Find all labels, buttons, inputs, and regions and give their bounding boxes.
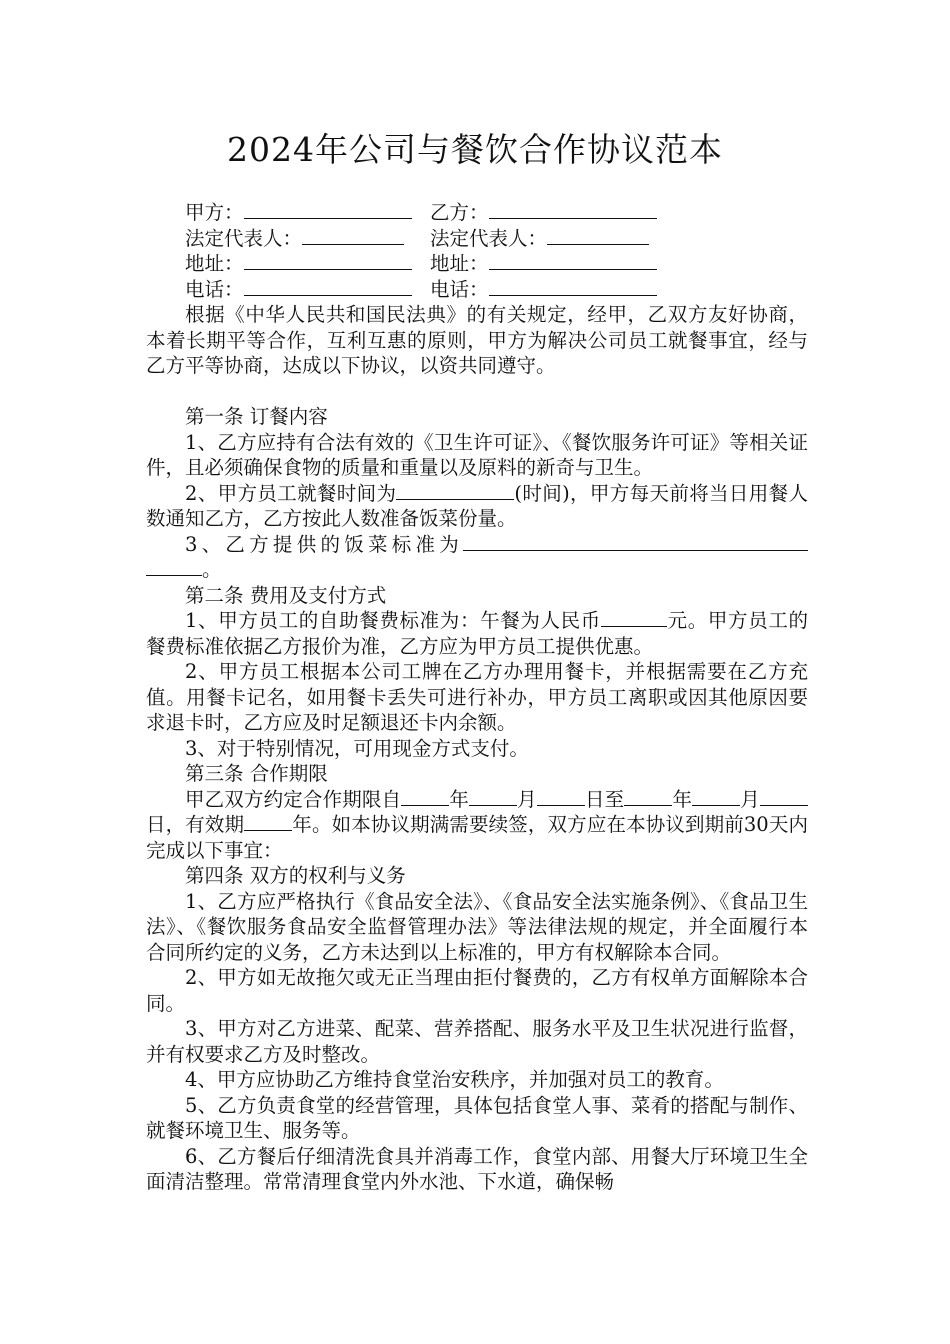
party-a-address-blank xyxy=(244,251,412,270)
meal-time-blank xyxy=(396,481,514,500)
article-2-clause-1 xyxy=(146,608,808,659)
document-title: 2024年公司与餐饮合作协议范本 xyxy=(227,130,723,169)
article-4-clause-5: 5、乙方负责食堂的经营管理，具体包括食堂人事、菜肴的搭配与制作、就餐环境卫生、服务等。 xyxy=(146,1093,808,1142)
article-4-clause-6: 6、乙方餐后仔细清洗食具并消毒工作，食堂内部、用餐大厅环境卫生全面清洁整理。常常清理食堂内外水池、下水道，确保畅 xyxy=(146,1144,808,1193)
clause-text: 1、甲方员工的自助餐费标准为：午餐为人民币 xyxy=(185,609,601,632)
article-3-clause-1 xyxy=(146,787,808,864)
article-2-heading: 第二条 费用及支付方式 xyxy=(185,583,387,607)
clause-text: 3、乙方提供的饭菜标准为 xyxy=(185,532,463,556)
article-3-heading: 第三条 合作期限 xyxy=(185,762,328,785)
party-b-phone-label: 电话： xyxy=(430,277,489,301)
article-4-clause-3: 3、甲方对乙方进菜、配菜、营养搭配、服务水平及卫生状况进行监督，并有权要求乙方及时整改。 xyxy=(146,1017,808,1066)
party-a-phone-label: 电话： xyxy=(185,277,244,301)
clause-text: 月 xyxy=(517,787,537,811)
clause-text: 。 xyxy=(202,558,222,581)
start-month-blank xyxy=(469,787,517,806)
party-a-blank xyxy=(244,200,412,219)
party-a-phone-blank xyxy=(244,277,412,296)
party-a-label: 甲方： xyxy=(185,201,244,224)
party-b-blank xyxy=(489,200,657,219)
party-b-rep-blank xyxy=(547,226,649,245)
article-4-clause-1: 1、乙方应严格执行《食品安全法》、《食品安全法实施条例》、《食品卫生法》、《餐饮服务食品安全监督管理办法》等法律法规的规定，并全面履行本合同所约定的义务，乙方未达到以上标准的，甲方有权解除本合同。 xyxy=(146,889,808,964)
meal-standard-blank-cont xyxy=(146,557,202,576)
end-year-blank xyxy=(624,787,672,806)
article-1-clause-2 xyxy=(146,481,808,532)
clause-text: 元。甲方员工的餐费标准依据乙方报价为准，乙方应为甲方员工提供优惠。 xyxy=(146,609,808,658)
party-a-rep-blank xyxy=(302,226,404,245)
meal-standard-blank xyxy=(463,532,808,551)
validity-years-blank xyxy=(244,812,292,831)
lunch-price-blank xyxy=(601,608,667,627)
clause-text: (时间)，甲方每天前将当日用餐人数通知乙方，乙方按此人数准备饭菜份量。 xyxy=(146,481,808,530)
party-b-phone-blank xyxy=(489,277,657,296)
article-2-clause-2: 2、甲方员工根据本公司工牌在乙方办理用餐卡，并根据需要在乙方充值。用餐卡记名，如用餐卡丢失可进行补办，甲方员工离职或因其他原因要求退卡时，乙方应及时足额退还卡内余额。 xyxy=(146,660,808,734)
article-2-clause-3: 3、对于特别情况，可用现金方式支付。 xyxy=(185,736,529,760)
document-body xyxy=(146,200,808,1195)
party-b-label: 乙方： xyxy=(430,201,489,224)
end-day-blank xyxy=(760,787,808,806)
party-block xyxy=(146,200,808,302)
party-row xyxy=(185,200,808,226)
start-day-blank xyxy=(537,787,585,806)
clause-text: 年。如本协议期满需要续签，双方应在本协议到期前30天内完成以下事宜： xyxy=(146,813,808,862)
intro-paragraph: 根据《中华人民共和国民法典》的有关规定，经甲，乙双方友好协商，本着长期平等合作，互利互惠的原则，甲方为解决公司员工就餐事宜，经与乙方平等协商，达成以下协议，以资共同遵守。 xyxy=(146,303,808,377)
spacer xyxy=(146,379,808,405)
clause-text: 年 xyxy=(449,787,470,811)
party-row xyxy=(185,251,808,277)
party-row xyxy=(185,226,808,252)
article-4-clause-4: 4、甲方应协助乙方维持食堂治安秩序，并加强对员工的教育。 xyxy=(185,1068,724,1091)
article-1-clause-3 xyxy=(146,532,808,583)
party-row xyxy=(185,277,808,303)
party-a-address-label: 地址： xyxy=(185,252,244,275)
clause-text: 日，有效期 xyxy=(146,813,245,836)
clause-text: 日至 xyxy=(584,787,625,811)
clause-text: 甲乙双方约定合作期限自 xyxy=(185,787,402,811)
article-1-heading: 第一条 订餐内容 xyxy=(185,405,328,428)
party-b-address-blank xyxy=(489,251,657,270)
clause-text: 月 xyxy=(740,787,760,811)
clause-text: 2、甲方员工就餐时间为 xyxy=(185,481,397,505)
start-year-blank xyxy=(401,787,449,806)
article-1-clause-1: 1、乙方应持有合法有效的《卫生许可证》、《餐饮服务许可证》等相关证件，且必须确保食物的质量和重量以及原料的新奇与卫生。 xyxy=(146,430,808,479)
party-b-rep-label: 法定代表人： xyxy=(430,226,548,250)
article-4-heading: 第四条 双方的权利与义务 xyxy=(185,864,406,887)
clause-text: 年 xyxy=(672,787,693,811)
end-month-blank xyxy=(692,787,740,806)
party-a-rep-label: 法定代表人： xyxy=(185,226,303,250)
party-b-address-label: 地址： xyxy=(430,252,489,275)
article-4-clause-2: 2、甲方如无故拖欠或无正当理由拒付餐费的，乙方有权单方面解除本合同。 xyxy=(146,966,808,1015)
